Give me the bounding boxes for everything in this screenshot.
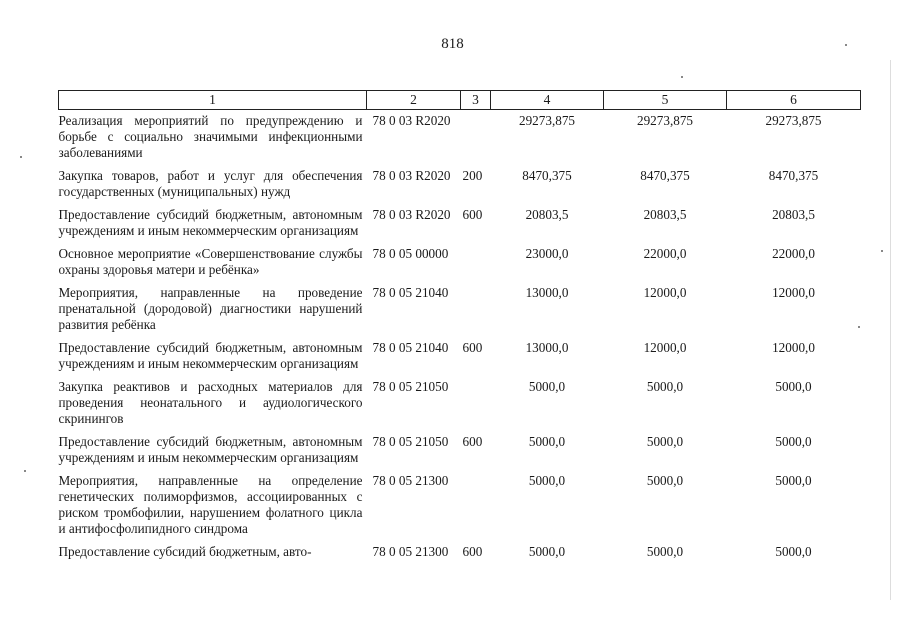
scan-speck bbox=[858, 326, 860, 328]
header-row bbox=[59, 91, 861, 110]
cell-name: Реализация мероприятий по предупреждению и борьбе с социально значимыми инфекционными заболеваниями bbox=[58, 113, 363, 160]
cell-value-4: 20803,5 bbox=[525, 207, 569, 222]
table-row bbox=[59, 541, 861, 564]
cell-value-6: 12000,0 bbox=[772, 285, 815, 300]
cell-name: Закупка реактивов и расходных материалов для проведения неонатального и аудиологического скринингов bbox=[58, 379, 363, 426]
cell-value-4: 5000,0 bbox=[528, 379, 566, 394]
column-header-2: 2 bbox=[367, 91, 461, 110]
cell-value-4: 5000,0 bbox=[528, 434, 566, 449]
cell-value-5: 29273,875 bbox=[636, 113, 694, 128]
cell-value-5: 12000,0 bbox=[643, 285, 687, 300]
cell-value-5: 8470,375 bbox=[640, 168, 690, 183]
cell-expense-type: 200 bbox=[462, 168, 483, 183]
scan-speck bbox=[681, 76, 683, 78]
table-row bbox=[59, 204, 861, 243]
cell-code: 78 0 05 21050 bbox=[372, 434, 449, 449]
cell-value-5: 22000,0 bbox=[643, 246, 687, 261]
table-row bbox=[59, 470, 861, 541]
cell-expense-type: 600 bbox=[462, 340, 483, 355]
cell-expense-type: 600 bbox=[462, 544, 483, 559]
cell-value-6: 5000,0 bbox=[775, 473, 812, 488]
cell-value-5: 12000,0 bbox=[643, 340, 687, 355]
cell-value-6: 29273,875 bbox=[765, 113, 822, 128]
cell-expense-type bbox=[461, 470, 491, 541]
cell-expense-type bbox=[461, 243, 491, 282]
cell-expense-type bbox=[461, 282, 491, 337]
cell-name: Предоставление субсидий бюджетным, автономным учреждениям и иным некоммерческим организациям bbox=[58, 340, 363, 371]
cell-value-4: 13000,0 bbox=[525, 285, 569, 300]
column-header-4: 4 bbox=[491, 91, 604, 110]
column-header-5: 5 bbox=[604, 91, 727, 110]
cell-value-4: 23000,0 bbox=[525, 246, 569, 261]
table-body bbox=[59, 110, 861, 565]
cell-expense-type: 600 bbox=[462, 434, 483, 449]
column-header-6: 6 bbox=[727, 91, 861, 110]
cell-name: Предоставление субсидий бюджетным, автономным учреждениям и иным некоммерческим организациям bbox=[58, 207, 363, 238]
table-row bbox=[59, 165, 861, 204]
cell-value-5: 5000,0 bbox=[646, 544, 684, 559]
table-row bbox=[59, 337, 861, 376]
cell-expense-type bbox=[461, 110, 491, 166]
cell-name: Основное мероприятие «Совершенствование службы охраны здоровья матери и ребёнка» bbox=[58, 246, 363, 277]
cell-code: 78 0 05 21040 bbox=[372, 285, 449, 300]
cell-value-4: 5000,0 bbox=[528, 473, 566, 488]
cell-value-6: 22000,0 bbox=[772, 246, 815, 261]
cell-code: 78 0 05 21040 bbox=[372, 340, 449, 355]
scan-speck bbox=[845, 44, 847, 46]
table-row bbox=[59, 110, 861, 166]
table-row bbox=[59, 282, 861, 337]
cell-value-5: 20803,5 bbox=[643, 207, 687, 222]
cell-name: Закупка товаров, работ и услуг для обеспечения государственных (муниципальных) нужд bbox=[58, 168, 363, 199]
cell-value-6: 5000,0 bbox=[775, 544, 812, 559]
cell-name: Мероприятия, направленные на определение генетических полиморфизмов, ассоциированных с риском тромбофилии, нарушением фолатного цикла и антифосфолипидного синдрома bbox=[58, 473, 363, 536]
cell-value-4: 29273,875 bbox=[518, 113, 576, 128]
cell-value-5: 5000,0 bbox=[646, 434, 684, 449]
column-header-3: 3 bbox=[461, 91, 491, 110]
table-row bbox=[59, 431, 861, 470]
table-row bbox=[59, 243, 861, 282]
cell-value-5: 5000,0 bbox=[646, 379, 684, 394]
cell-expense-type: 600 bbox=[462, 207, 483, 222]
cell-value-6: 8470,375 bbox=[768, 168, 819, 183]
cell-value-6: 5000,0 bbox=[775, 434, 812, 449]
cell-code: 78 0 05 00000 bbox=[372, 246, 449, 261]
budget-table bbox=[58, 90, 861, 564]
page-number: 818 bbox=[441, 36, 464, 52]
cell-value-4: 5000,0 bbox=[528, 544, 566, 559]
cell-name: Предоставление субсидий бюджетным, авто- bbox=[58, 544, 312, 559]
cell-code: 78 0 03 R2020 bbox=[372, 207, 451, 222]
cell-code: 78 0 03 R2020 bbox=[372, 113, 451, 128]
cell-value-5: 5000,0 bbox=[646, 473, 684, 488]
cell-value-4: 8470,375 bbox=[522, 168, 572, 183]
cell-name: Предоставление субсидий бюджетным, автономным учреждениям и иным некоммерческим организациям bbox=[58, 434, 363, 465]
scan-edge bbox=[890, 60, 891, 600]
cell-name: Мероприятия, направленные на проведение пренатальной (дородовой) диагностики нарушений развития ребёнка bbox=[58, 285, 363, 332]
cell-value-4: 13000,0 bbox=[525, 340, 569, 355]
scan-speck bbox=[20, 156, 22, 158]
cell-value-6: 20803,5 bbox=[772, 207, 815, 222]
scan-speck bbox=[24, 470, 26, 472]
table-header bbox=[59, 91, 861, 110]
cell-value-6: 5000,0 bbox=[775, 379, 812, 394]
cell-code: 78 0 05 21300 bbox=[372, 544, 449, 559]
cell-code: 78 0 03 R2020 bbox=[372, 168, 451, 183]
table-row bbox=[59, 376, 861, 431]
cell-value-6: 12000,0 bbox=[772, 340, 815, 355]
cell-expense-type bbox=[461, 376, 491, 431]
cell-code: 78 0 05 21300 bbox=[372, 473, 449, 488]
scan-speck bbox=[881, 250, 883, 252]
cell-code: 78 0 05 21050 bbox=[372, 379, 449, 394]
column-header-1: 1 bbox=[59, 91, 367, 110]
